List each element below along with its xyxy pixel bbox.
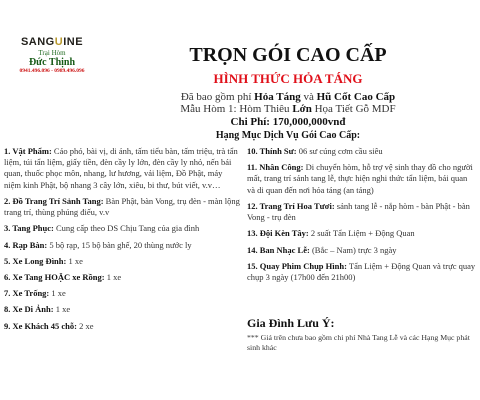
service-item: 10. Thính Sư: 06 sư cúng cơm cầu siêu	[247, 146, 383, 156]
service-item: 5. Xe Long Đình: 1 xe	[4, 255, 83, 266]
brand-logo	[0, 36, 104, 75]
service-item: 4. Rạp Bàn: 5 bộ rạp, 15 bộ bàn ghế, 20 thùng nước ly	[4, 239, 192, 250]
price-line: Chi Phí: 170,000,000vnđ	[230, 116, 346, 128]
service-item: 6. Xe Tang HOẶC xe Rồng: 1 xe	[4, 271, 122, 282]
family-note-text: *** Giá trên chưa bao gồm chi phí Nhà Tang Lễ và các Hạng Mục phát sinh khác	[247, 333, 470, 353]
service-item: 14. Ban Nhạc Lễ: (Bắc – Nam) trực 3 ngày	[247, 244, 397, 255]
service-item: 1. Vật Phẩm: Cáo phó, bài vị, di ảnh, tấm tiểu bàn, tấm triệu, trà tẩn liệm, túi tẩn liệm, giấy tiền, đèn cầy ly lớn, đèn cầy ly nhỏ, nến bái quan, thuốc phọc môn, nhang, lư hương, vải liệm, Đồ Phật, máy niệm kinh Phật, bộ nhang 3 cây lớn, xiêu, bi thư, bút viết, v.v…	[4, 146, 238, 190]
brand-name: SANGUINE	[20, 36, 84, 48]
page-title: TRỌN GÓI CAO CẤP	[189, 44, 387, 66]
coffin-model-line: Mẫu Hòm 1: Hòm Thiêu Lớn Họa Tiết Gỗ MDF	[180, 103, 396, 115]
brand-subtitle: Trại Hòm	[38, 48, 66, 57]
family-note	[247, 316, 477, 353]
page-subtitle: HÌNH THỨC HỎA TÁNG	[213, 71, 363, 86]
service-item: 9. Xe Khách 45 chỗ: 2 xe	[4, 320, 94, 331]
services-list-left	[4, 146, 241, 337]
service-item: 3. Tang Phục: Cung cấp theo DS Chịu Tang của gia đình	[4, 223, 200, 234]
service-item: 2. Đồ Trang Trí Sảnh Tang: Bàn Phật, bàn Vong, trụ đèn - màn lộng trang trí, thùng phúng điếu, v.v	[4, 195, 240, 218]
service-item: 7. Xe Trống: 1 xe	[4, 288, 66, 299]
service-item: 11. Nhân Công: Di chuyển hòm, hỗ trợ vệ sinh thay đồ cho người mất, trang trí sảnh tang lễ, thực hiện nghi thức tẩn liệm, bái quan và di quan đến nơi hỏa táng (an táng)	[247, 162, 473, 195]
family-note-heading: Gia Đình Lưu Ý:	[247, 316, 335, 330]
brand-phone-numbers: 0941.496.096 - 0989.496.096	[19, 68, 85, 75]
services-heading: Hạng Mục Dịch Vụ Gói Cao Cấp:	[215, 130, 361, 141]
service-item: 8. Xe Di Ảnh: 1 xe	[4, 304, 71, 315]
service-item: 15. Quay Phim Chụp Hình: Tẩn Liệm + Động Quan và trực quay chụp 3 ngày (17h00 đến 21h00)	[247, 260, 476, 282]
included-fees-line: Đã bao gồm phí Hỏa Táng và Hũ Cốt Cao Cấp	[180, 91, 396, 103]
service-item: 12. Trang Trí Hoa Tươi: sảnh tang lễ - nắp hòm - bàn Phật - bàn Vong - trụ đèn	[247, 200, 470, 223]
services-list-right	[247, 146, 477, 288]
brand-owner-name: Đức Thịnh	[28, 56, 76, 68]
service-item: 13. Đội Kèn Tây: 2 suất Tẩn Liệm + Động Quan	[247, 228, 415, 239]
